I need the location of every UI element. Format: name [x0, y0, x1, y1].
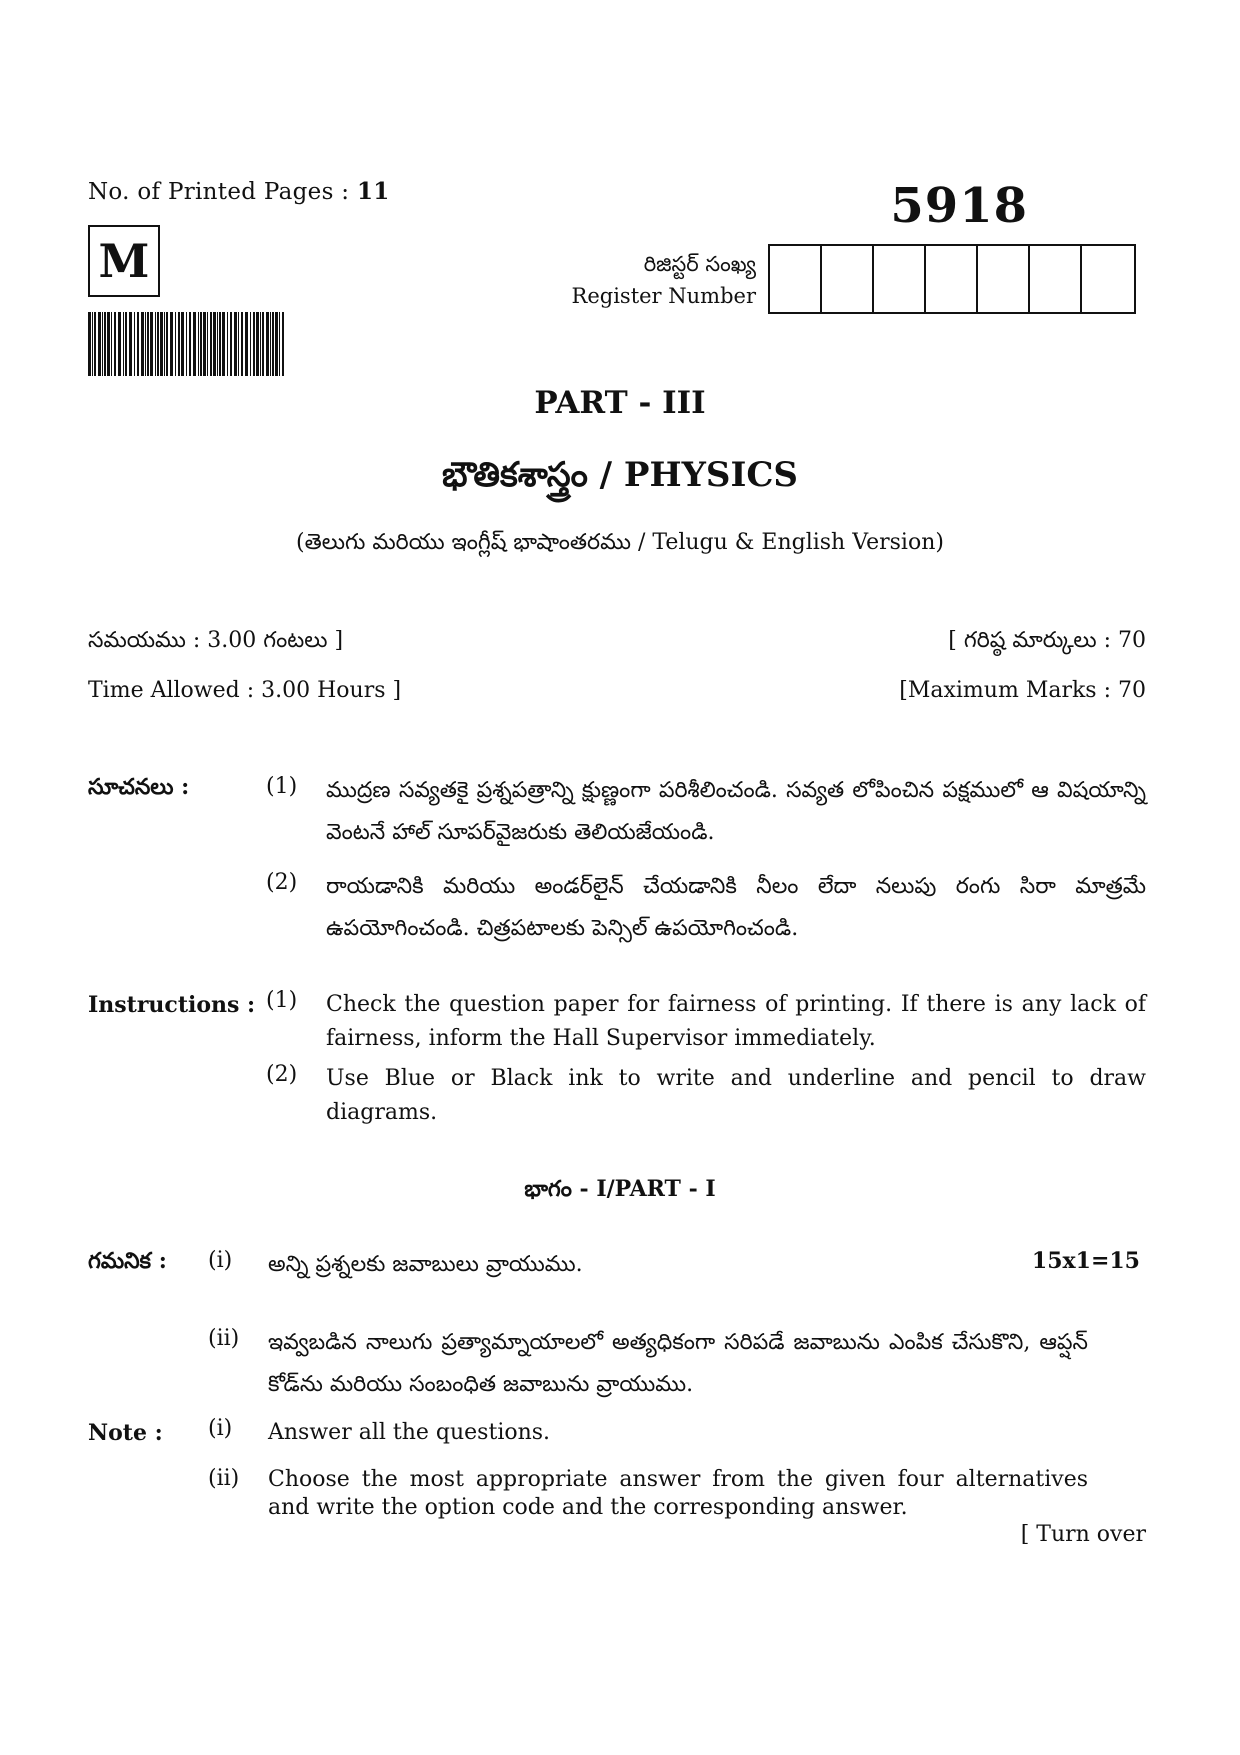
instruction-text: రాయడానికి మరియు అండర్‌లైన్ చేయడానికి నీలం లేదా నలుపు రంగు సిరా మాత్రమే ఉపయోగించండి. చిత్రపటాలకు పెన్సిల్ ఉపయోగించండి.: [326, 874, 1146, 941]
medium-code-box: M: [88, 225, 160, 297]
printed-pages: [88, 178, 390, 205]
instruction-text: Check the question paper for fairness of printing. If there is any lack of fairness, inform the Hall Supervisor immediately.: [326, 992, 1146, 1051]
register-digit-box[interactable]: [978, 246, 1030, 312]
instructions-telugu: [88, 770, 1146, 950]
barcode-image: [88, 312, 288, 376]
part-heading: PART - III: [534, 385, 706, 421]
part-one-marks: 15x1=15: [1031, 1248, 1140, 1274]
subject-telugu: భౌతికశాస్త్రం: [442, 455, 588, 495]
printed-pages-value: 11: [356, 178, 390, 205]
register-digit-box[interactable]: [1082, 246, 1134, 312]
note-english-label: Note :: [88, 1420, 163, 1446]
instructions-english-label: Instructions :: [88, 992, 256, 1018]
marks-english: [Maximum Marks : 70: [899, 678, 1146, 703]
instruction-number: (2): [266, 1062, 298, 1087]
note-item: [208, 1466, 1088, 1522]
part-one-heading: భాగం - I/PART - I: [524, 1176, 716, 1202]
subject-title: [0, 455, 1240, 503]
instruction-item: [266, 1062, 1146, 1130]
note-item: [208, 1416, 1088, 1450]
note-telugu: [88, 1248, 1146, 1397]
version-line: (తెలుగు మరియు ఇంగ్లీష్ భాషాంతరము / Telugu & English Version): [296, 530, 944, 555]
note-number: (i): [208, 1416, 233, 1441]
register-number-label: [540, 248, 756, 312]
note-text: Answer all the questions.: [268, 1420, 551, 1445]
instructions-telugu-label: సూచనలు :: [88, 774, 190, 800]
note-telugu-label: గమనిక :: [88, 1248, 167, 1274]
printed-pages-label: No. of Printed Pages :: [88, 179, 350, 205]
note-number: (i): [208, 1248, 233, 1273]
instruction-text: ముద్రణ సవ్యతకై ప్రశ్నపత్రాన్ని క్షుణ్ణంగా పరిశీలించండి. సవ్యత లోపించిన పక్షములో ఆ విషయాన్ని వెంటనే హాల్ సూపర్‌వైజరుకు తెలియజేయండి.: [326, 778, 1146, 845]
instructions-english: [88, 988, 1146, 1132]
register-number-boxes[interactable]: [768, 244, 1136, 314]
turn-over: [ Turn over: [1020, 1522, 1146, 1547]
marks-telugu: [ గరిష్ఠ మార్కులు : 70: [948, 628, 1146, 653]
instruction-text: Use Blue or Black ink to write and underline and pencil to draw diagrams.: [326, 1066, 1146, 1125]
instruction-number: (1): [266, 988, 298, 1013]
register-digit-box[interactable]: [822, 246, 874, 312]
time-marks-english: [88, 678, 1146, 703]
note-text: Choose the most appropriate answer from the given four alternatives and write the option code and the corresponding answer.: [268, 1467, 1088, 1520]
instruction-number: (1): [266, 774, 298, 799]
note-item: [208, 1248, 908, 1282]
subject-separator: /: [599, 455, 613, 495]
note-number: (ii): [208, 1466, 240, 1491]
subject-english: PHYSICS: [623, 455, 798, 495]
instruction-item: [266, 866, 1146, 950]
note-text: అన్ని ప్రశ్నలకు జవాబులు వ్రాయుము.: [268, 1252, 583, 1277]
register-digit-box[interactable]: [1030, 246, 1082, 312]
note-item: [208, 1322, 1088, 1406]
register-digit-box[interactable]: [770, 246, 822, 312]
instruction-item: [266, 770, 1146, 854]
instruction-number: (2): [266, 870, 298, 895]
register-digit-box[interactable]: [874, 246, 926, 312]
register-digit-box[interactable]: [926, 246, 978, 312]
note-text: ఇవ్వబడిన నాలుగు ప్రత్యామ్నాయాలలో అత్యధికంగా సరిపడే జవాబును ఎంపిక చేసుకొని, ఆప్షన్ కోడ్‌ను మరియు సంబంధిత జవాబును వ్రాయుము.: [268, 1330, 1088, 1397]
time-marks-telugu: [88, 628, 1146, 658]
instruction-item: [266, 988, 1146, 1056]
note-number: (ii): [208, 1326, 240, 1351]
register-label-english: Register Number: [571, 284, 756, 308]
register-label-telugu: రిజిస్టర్ సంఖ్య: [643, 252, 756, 276]
paper-code: 5918: [890, 178, 1028, 234]
note-english: [88, 1416, 1146, 1530]
time-english: Time Allowed : 3.00 Hours ]: [88, 678, 402, 703]
time-telugu: సమయము : 3.00 గంటలు ]: [88, 628, 344, 653]
